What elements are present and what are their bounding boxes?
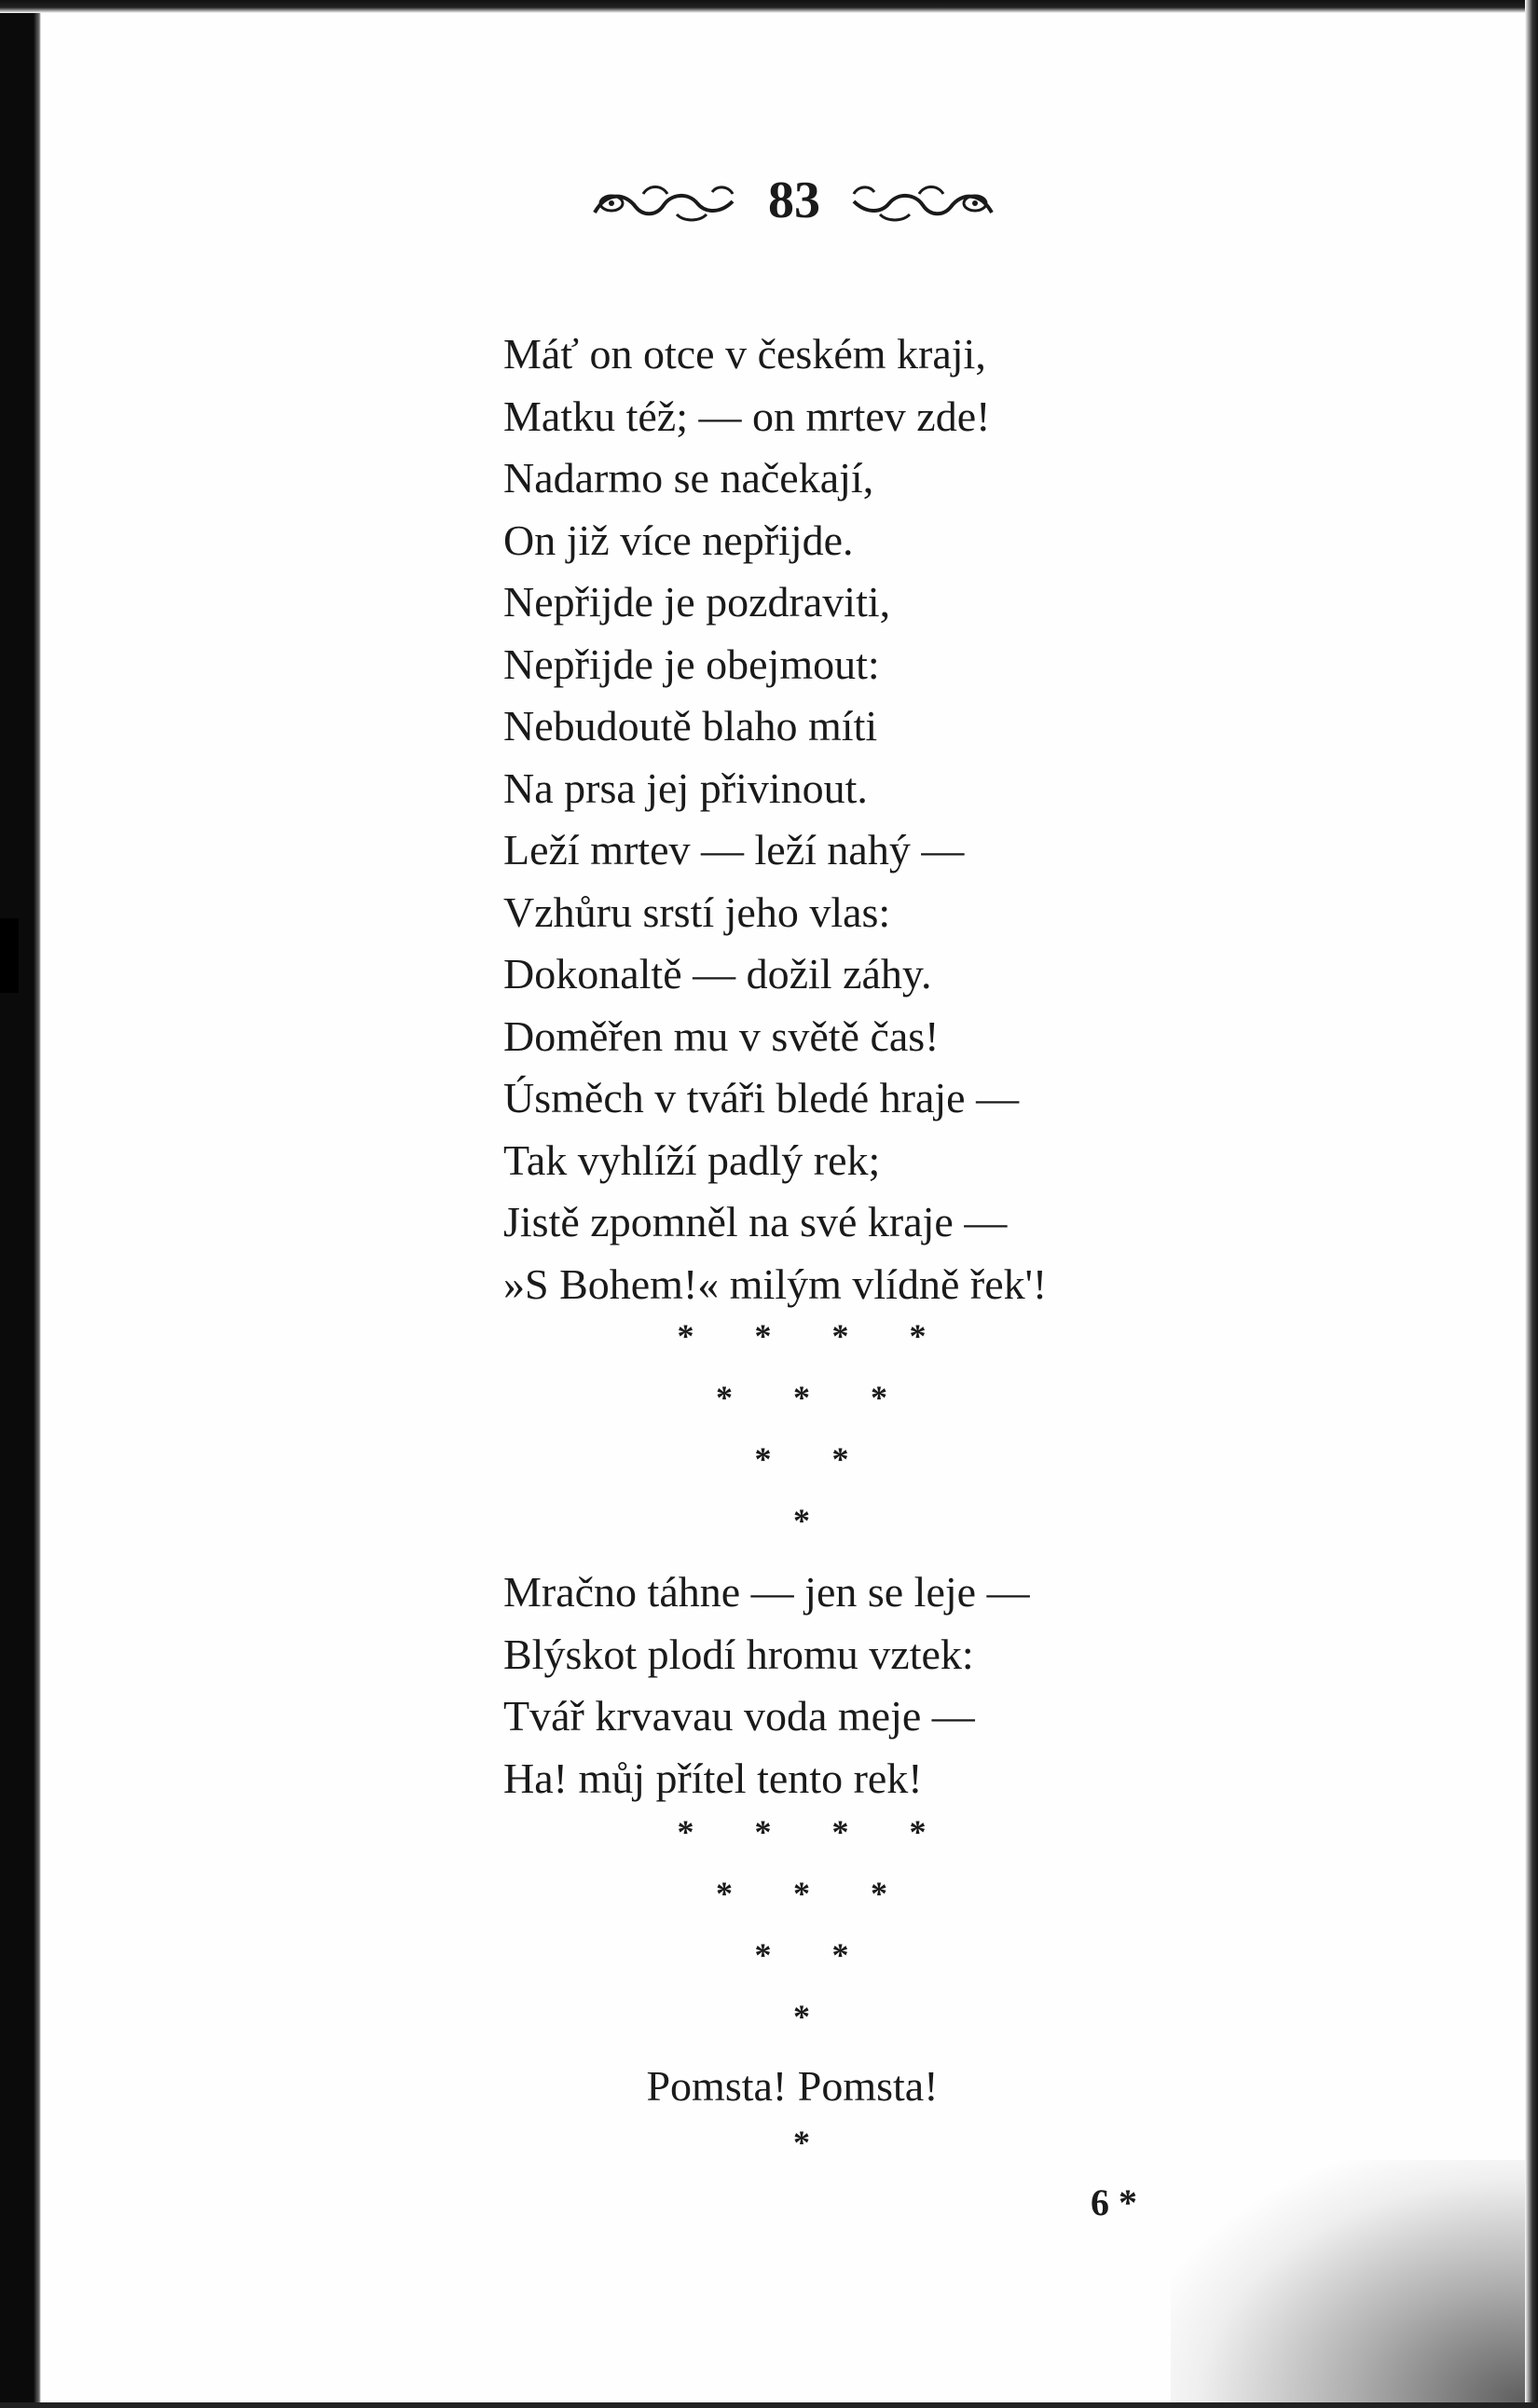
poem-line: Vzhůru srstí jeho vlas: (503, 888, 891, 936)
poem-line: Ha! můj přítel tento rek! (503, 1754, 923, 1802)
star-row: * (793, 1998, 810, 2035)
floral-ornament-icon (841, 175, 999, 227)
poem-line: Matku též; — on mrtev zde! (503, 392, 991, 440)
poem-line: Tak vyhlíží padlý rek; (503, 1135, 881, 1184)
signature-mark: 6 * (1091, 2181, 1137, 2223)
page-number: 83 (768, 172, 820, 229)
poem-line: Blýskot plodí hromu vztek: (503, 1630, 974, 1678)
poem-line: Mračno táhne — jen se leje — (503, 1568, 1030, 1616)
page-top-edge (0, 0, 1538, 13)
poem-line: Nebudoutě blaho míti (503, 702, 878, 750)
poem-line: Leží mrtev — leží nahý — (503, 826, 965, 874)
poem-line: Máť on otce v českém kraji, (503, 330, 986, 378)
closing-line: Pomsta! Pomsta! (646, 2062, 939, 2110)
poem-line: Jistě zpomněl na své kraje — (503, 1198, 1008, 1245)
star-row: * * * * (677, 1317, 927, 1355)
poem-line: Nepřijde je pozdraviti, (503, 578, 891, 626)
poem-line: »S Bohem!« milým vlídně řek'! (503, 1259, 1048, 1308)
corner-stain (1171, 2160, 1525, 2402)
poem-line: Nepřijde je obejmout: (503, 640, 880, 688)
poem-line: Doměřen mu v světě čas! (503, 1011, 940, 1060)
poem-line: Dokonaltě — dožil záhy. (503, 950, 932, 998)
star-row: * * * (716, 1875, 887, 1912)
asterism-divider-1 (634, 1305, 969, 1551)
star-row: * * (754, 1936, 849, 1974)
star-row: * * * * (677, 1813, 927, 1851)
poem-stanza-1 (503, 323, 1047, 1315)
poem-line: On již více nepřijde. (503, 516, 854, 564)
final-star: * (793, 2124, 810, 2161)
star-row: * * * (716, 1379, 887, 1416)
page-right-edge (1525, 0, 1538, 2408)
poem-line: Tvář krvavau voda meje — (503, 1692, 975, 1740)
poem-line: Úsměch v tváři bledé hraje — (503, 1074, 1020, 1121)
binding-shadow (0, 0, 41, 2408)
page-header (587, 168, 1007, 233)
page-bottom-edge (0, 2402, 1538, 2408)
asterism-divider-2 (634, 1801, 969, 2047)
floral-ornament-icon (587, 175, 746, 227)
star-row: * * (754, 1440, 849, 1478)
poem-line: Nadarmo se načekají, (503, 454, 874, 502)
poem-line: Na prsa jej přivinout. (503, 764, 868, 812)
poem-stanza-2 (503, 1562, 1030, 1809)
star-row: * (793, 1502, 810, 1539)
